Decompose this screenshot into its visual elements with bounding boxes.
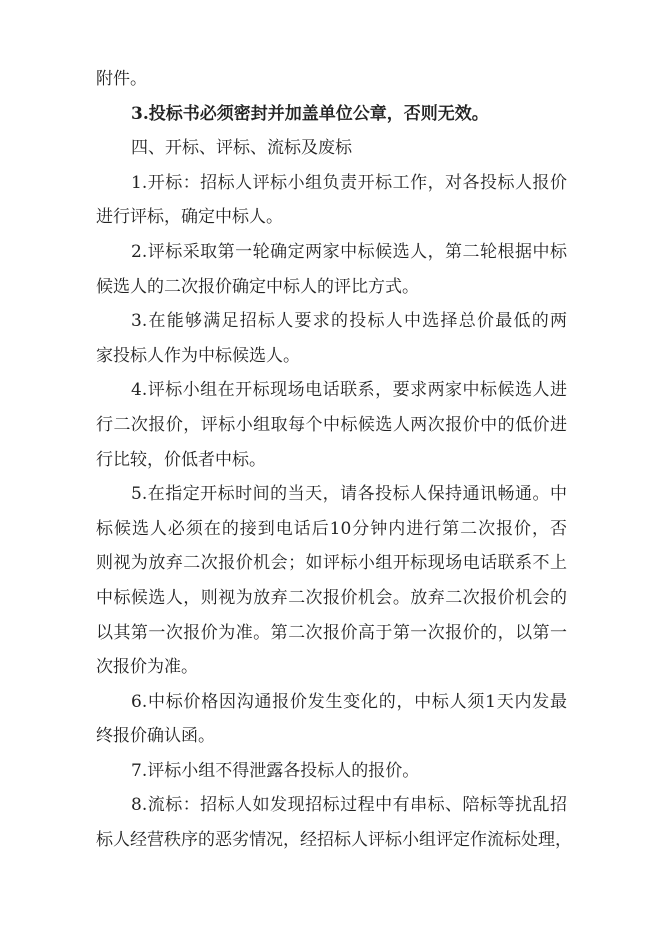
text-line: 家投标人作为中标候选人。 [96,345,300,366]
text-line: 终报价确认函。 [96,726,215,747]
text-line: 行比较，价低者中标。 [96,449,266,470]
text-line: 次报价为准。 [96,657,198,678]
paragraph [96,131,567,166]
text-line: 5.在指定开标时间的当天，请各投标人保持通讯畅通。中 [131,484,567,505]
paragraph [96,97,567,132]
text-line: 2.评标采取第一轮确定两家中标候选人，第二轮根据中标 [131,241,567,262]
text-line: 进行评标，确定中标人。 [96,207,283,228]
text-line: 标人经营秩序的恶劣情况，经招标人评标小组评定作流标处理， [96,830,572,851]
text-line: 6.中标价格因沟通报价发生变化的，中标人须1天内发最 [131,691,567,712]
text-line: 7.评标小组不得泄露各投标人的报价。 [131,760,420,781]
text-line: 3.在能够满足招标人要求的投标人中选择总价最低的两 [131,311,567,332]
text-line: 标候选人必须在的接到电话后10分钟内进行第二次报价，否 [96,518,567,539]
text-line: 四、开标、评标、流标及废标 [131,138,352,159]
paragraph [96,754,567,789]
paragraph [96,685,567,754]
paragraph [96,477,567,685]
paragraph [96,235,567,304]
paragraph [96,304,567,373]
text-line: 以其第一次报价为准。第二次报价高于第一次报价的，以第一 [96,622,567,643]
text-line: 8.流标：招标人如发现招标过程中有串标、陪标等扰乱招 [131,795,567,816]
text-line: 4.评标小组在开标现场电话联系，要求两家中标候选人进 [131,380,567,401]
paragraph [96,788,572,857]
paragraph [96,62,567,97]
paragraph [96,166,567,235]
paragraph [96,373,567,477]
text-line: 附件。 [96,69,147,89]
text-line: 中标候选人，则视为放弃二次报价机会。放弃二次报价机会的 [96,587,567,608]
text-line: 1.开标：招标人评标小组负责开标工作，对各投标人报价 [131,172,567,193]
document-page [96,62,572,858]
text-line: 行二次报价，评标小组取每个中标候选人两次报价中的低价进 [96,414,567,435]
text-line: 候选人的二次报价确定中标人的评比方式。 [96,276,419,297]
text-line: 3.投标书必须密封并加盖单位公章，否则无效。 [131,103,489,124]
text-line: 则视为放弃二次报价机会；如评标小组开标现场电话联系不上 [96,553,567,574]
